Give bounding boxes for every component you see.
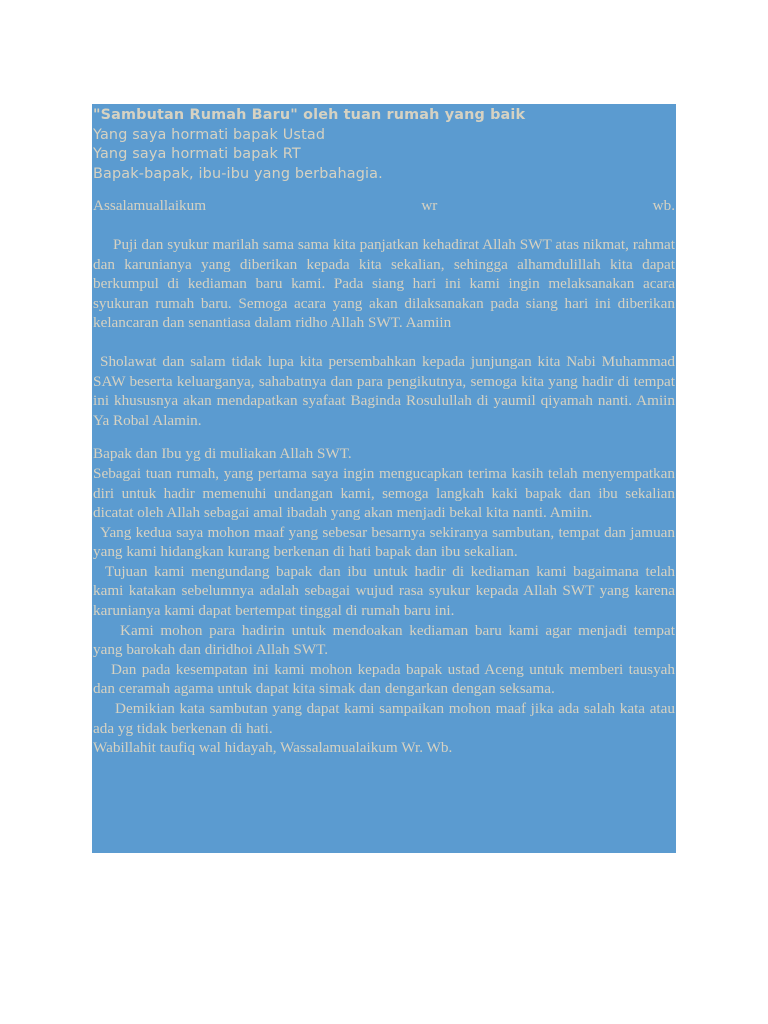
greeting-audience: Bapak-bapak, ibu-ibu yang berbahagia. (93, 165, 383, 182)
paragraph-apology: Yang kedua saya mohon maaf yang sebesar besarnya sekiranya sambutan, tempat dan jamuan yang kami hidangkan kurang berkenan di hati bapak dan ibu sekalian. (93, 523, 675, 561)
document-title: "Sambutan Rumah Baru" oleh tuan rumah yang baik (93, 107, 526, 123)
greeting-rt: Yang saya hormati bapak RT (93, 146, 301, 163)
paragraph-closing-apology: Demikian kata sambutan yang dapat kami sampaikan mohon maaf jika ada salah kata atau ada yg tidak berkenan di hati. (93, 700, 675, 737)
paragraph-purpose: Tujuan kami mengundang bapak dan ibu untuk hadir di kediaman kami bagaimana telah kami katakan sebelumnya adalah sebagai wujud rasa syukur kepada Allah SWT yang karena karunianya kami dapat bertempat tinggal di rumah baru ini. (93, 562, 675, 620)
paragraph-heading-bapak-ibu: Bapak dan Ibu yg di muliakan Allah SWT. (93, 445, 352, 463)
salam-part-1: Assalamuallaikum (93, 197, 207, 215)
greeting-ustad: Yang saya hormati bapak Ustad (93, 126, 326, 143)
speech-text-panel (92, 104, 676, 853)
paragraph-prayer: Kami mohon para hadirin untuk mendoakan kediaman baru kami agar menjadi tempat yang barokah dan diridhoi Allah SWT. (93, 621, 675, 659)
salam-line (93, 196, 675, 216)
salam-part-2: wr (421, 197, 438, 215)
paragraph-thanks: Sebagai tuan rumah, yang pertama saya ingin mengucapkan terima kasih telah menyempatkan diri untuk hadir memenuhi undangan kami, semoga langkah kaki bapak dan ibu sekalian dicatat oleh Allah sebagai amal ibadah yang akan menjadi bekal kita nanti. Amiin. (93, 464, 675, 522)
paragraph-tausyah: Dan pada kesempatan ini kami mohon kepada bapak ustad Aceng untuk memberi tausyah dan ceramah agama untuk dapat kita simak dan dengarkan dengan seksama. (93, 660, 675, 698)
closing-salam: Wabillahit taufiq wal hidayah, Wassalamualaikum Wr. Wb. (93, 739, 453, 757)
salam-part-3: wb. (652, 197, 675, 215)
paragraph-sholawat: Sholawat dan salam tidak lupa kita persembahkan kepada junjungan kita Nabi Muhammad SAW beserta keluarganya, sahabatnya dan para pengikutnya, semoga kita yang hadir di tempat ini khususnya akan mendapatkan syafaat Baginda Rosulullah di yaumil qiyamah nanti. Amiin Ya Robal Alamin. (93, 352, 675, 429)
paragraph-praise: Puji dan syukur marilah sama sama kita panjatkan kehadirat Allah SWT atas nikmat, rahmat dan karunianya yang diberikan kepada kita sekalian, sehingga alhamdulillah kita dapat berkumpul di kediaman baru kami. Pada siang hari ini kami ingin melaksanakan acara syukuran rumah baru. Semoga acara yang akan dilaksanakan pada siang hari ini diberikan kelancaran dan senantiasa dalam ridho Allah SWT. Aamiin (93, 235, 675, 332)
